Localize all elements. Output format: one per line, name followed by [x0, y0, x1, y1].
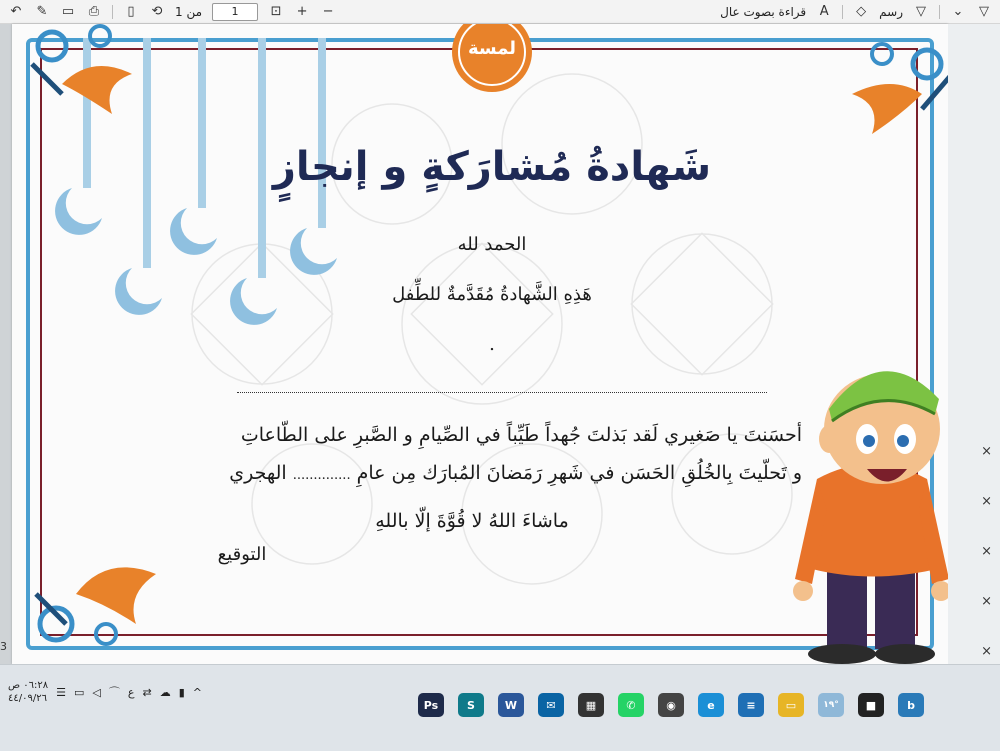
cloud-icon[interactable]: ☁ — [159, 685, 171, 699]
side-close-icon[interactable]: × — [981, 644, 992, 659]
body-line-2 — [142, 462, 802, 484]
system-tray — [8, 679, 202, 705]
side-close-icon[interactable]: × — [981, 494, 992, 509]
side-close-icon[interactable]: × — [981, 594, 992, 609]
year-blank: .............. — [292, 468, 351, 483]
toolbar-left — [8, 3, 336, 21]
highlight-icon[interactable]: ▽ — [979, 4, 989, 19]
mail-app-icon[interactable]: ✉ — [538, 693, 564, 717]
edge-app-icon[interactable]: e — [698, 693, 724, 717]
page-count-label: من 1 — [175, 4, 203, 19]
volume-icon[interactable]: ◁ — [92, 685, 101, 699]
praise-text: الحمد لله — [457, 234, 527, 255]
side-panel — [948, 24, 1000, 664]
zoom-in-button[interactable]: + — [296, 4, 308, 19]
file-explorer-icon[interactable]: ▭ — [778, 693, 804, 717]
side-close-icon[interactable]: × — [981, 444, 992, 459]
notes-app-icon[interactable]: ≡ — [738, 693, 764, 717]
logo-badge — [444, 24, 540, 94]
draw-button[interactable]: رسم — [879, 4, 903, 19]
eraser-icon[interactable]: ◇ — [856, 4, 867, 19]
draw-icon[interactable]: ▽ — [916, 4, 926, 19]
read-aloud-icon[interactable]: A — [819, 4, 829, 19]
name-line — [237, 392, 767, 393]
rotate-icon[interactable]: ⟲ — [151, 4, 163, 19]
ornament-bottom-left — [26, 534, 176, 654]
media-icon[interactable]: ▮ — [178, 685, 185, 699]
word-app-icon[interactable]: W — [498, 693, 524, 717]
fit-page-icon[interactable]: ⊡ — [270, 4, 282, 19]
certificate-page — [12, 24, 948, 664]
separator — [939, 5, 940, 19]
edit-icon[interactable]: ✎ — [36, 4, 48, 19]
page-view-icon[interactable]: ▯ — [127, 4, 135, 19]
print-icon[interactable]: ⎙ — [88, 4, 100, 19]
boy-illustration — [787, 329, 948, 664]
app-icon[interactable]: ■ — [858, 693, 884, 717]
taskbar-apps — [418, 693, 924, 717]
language-indicator[interactable]: ع — [127, 685, 135, 699]
ornament-top-right — [832, 34, 948, 154]
battery-icon[interactable]: ▭ — [74, 685, 85, 699]
weather-icon[interactable]: ١٩° — [818, 693, 844, 717]
back-icon[interactable]: ↶ — [10, 4, 22, 19]
chevron-down-icon[interactable]: ⌄ — [952, 4, 964, 19]
pdf-toolbar — [0, 0, 1000, 24]
ornament-top-left — [22, 24, 152, 134]
app-icon[interactable]: ◉ — [658, 693, 684, 717]
separator — [112, 5, 113, 19]
logo-text: لمسة — [467, 38, 517, 59]
clock-date: ٤٤/٠٩/٢٦ — [8, 693, 47, 704]
zoom-out-button[interactable]: − — [322, 4, 334, 19]
store-app-icon[interactable]: ▦ — [578, 693, 604, 717]
wifi-icon[interactable]: ⌒ — [108, 686, 120, 699]
signature-label: التوقيع — [217, 544, 267, 565]
side-close-icon[interactable]: × — [981, 544, 992, 559]
certificate-title: شَهادةُ مُشارَكةٍ و إنجازٍ — [272, 144, 712, 190]
separator — [842, 5, 843, 19]
clock-time: ٠٦:٢٨ ص — [8, 680, 49, 691]
left-edge-marker: 3 — [0, 640, 7, 653]
clock[interactable] — [8, 679, 48, 705]
body-line-3: ماشاءَ اللهُ لا قُوَّةَ إلّا باللهِ — [375, 510, 569, 532]
photoshop-app-icon[interactable]: Ps — [418, 693, 444, 717]
read-aloud-button[interactable]: قراءة بصوت عال — [720, 4, 807, 19]
body-line-2-start: و تَحلّيتَ بِالخُلُقِ الحَسَن في شَهرِ رَمَضانَ المُبارَك مِن عامِ — [356, 462, 802, 484]
page-number-input[interactable]: 1 — [212, 3, 258, 21]
settings-icon[interactable]: ⇄ — [142, 685, 152, 699]
chevron-up-icon[interactable]: ^ — [192, 685, 202, 699]
taskbar — [0, 664, 1000, 751]
body-line-1: أحسَنتَ يا صَغيري لَقد بَذلتَ جُهداً طَيِّباً في الصِّيامِ و الصَّبرِ على الطّاعاتِ — [240, 424, 802, 446]
save-icon[interactable]: ▭ — [61, 4, 75, 19]
center-dot: . — [489, 334, 495, 355]
presented-to-text: هَذِهِ الشَّهادةُ مُقَدَّمةٌ للطِّفل — [392, 284, 592, 305]
toolbar-right — [720, 4, 992, 19]
app-icon[interactable]: S — [458, 693, 484, 717]
whatsapp-app-icon[interactable]: ✆ — [618, 693, 644, 717]
app-icon[interactable]: b — [898, 693, 924, 717]
notification-icon[interactable]: ☰ — [56, 685, 67, 699]
body-line-2-end: الهجري — [229, 462, 287, 484]
